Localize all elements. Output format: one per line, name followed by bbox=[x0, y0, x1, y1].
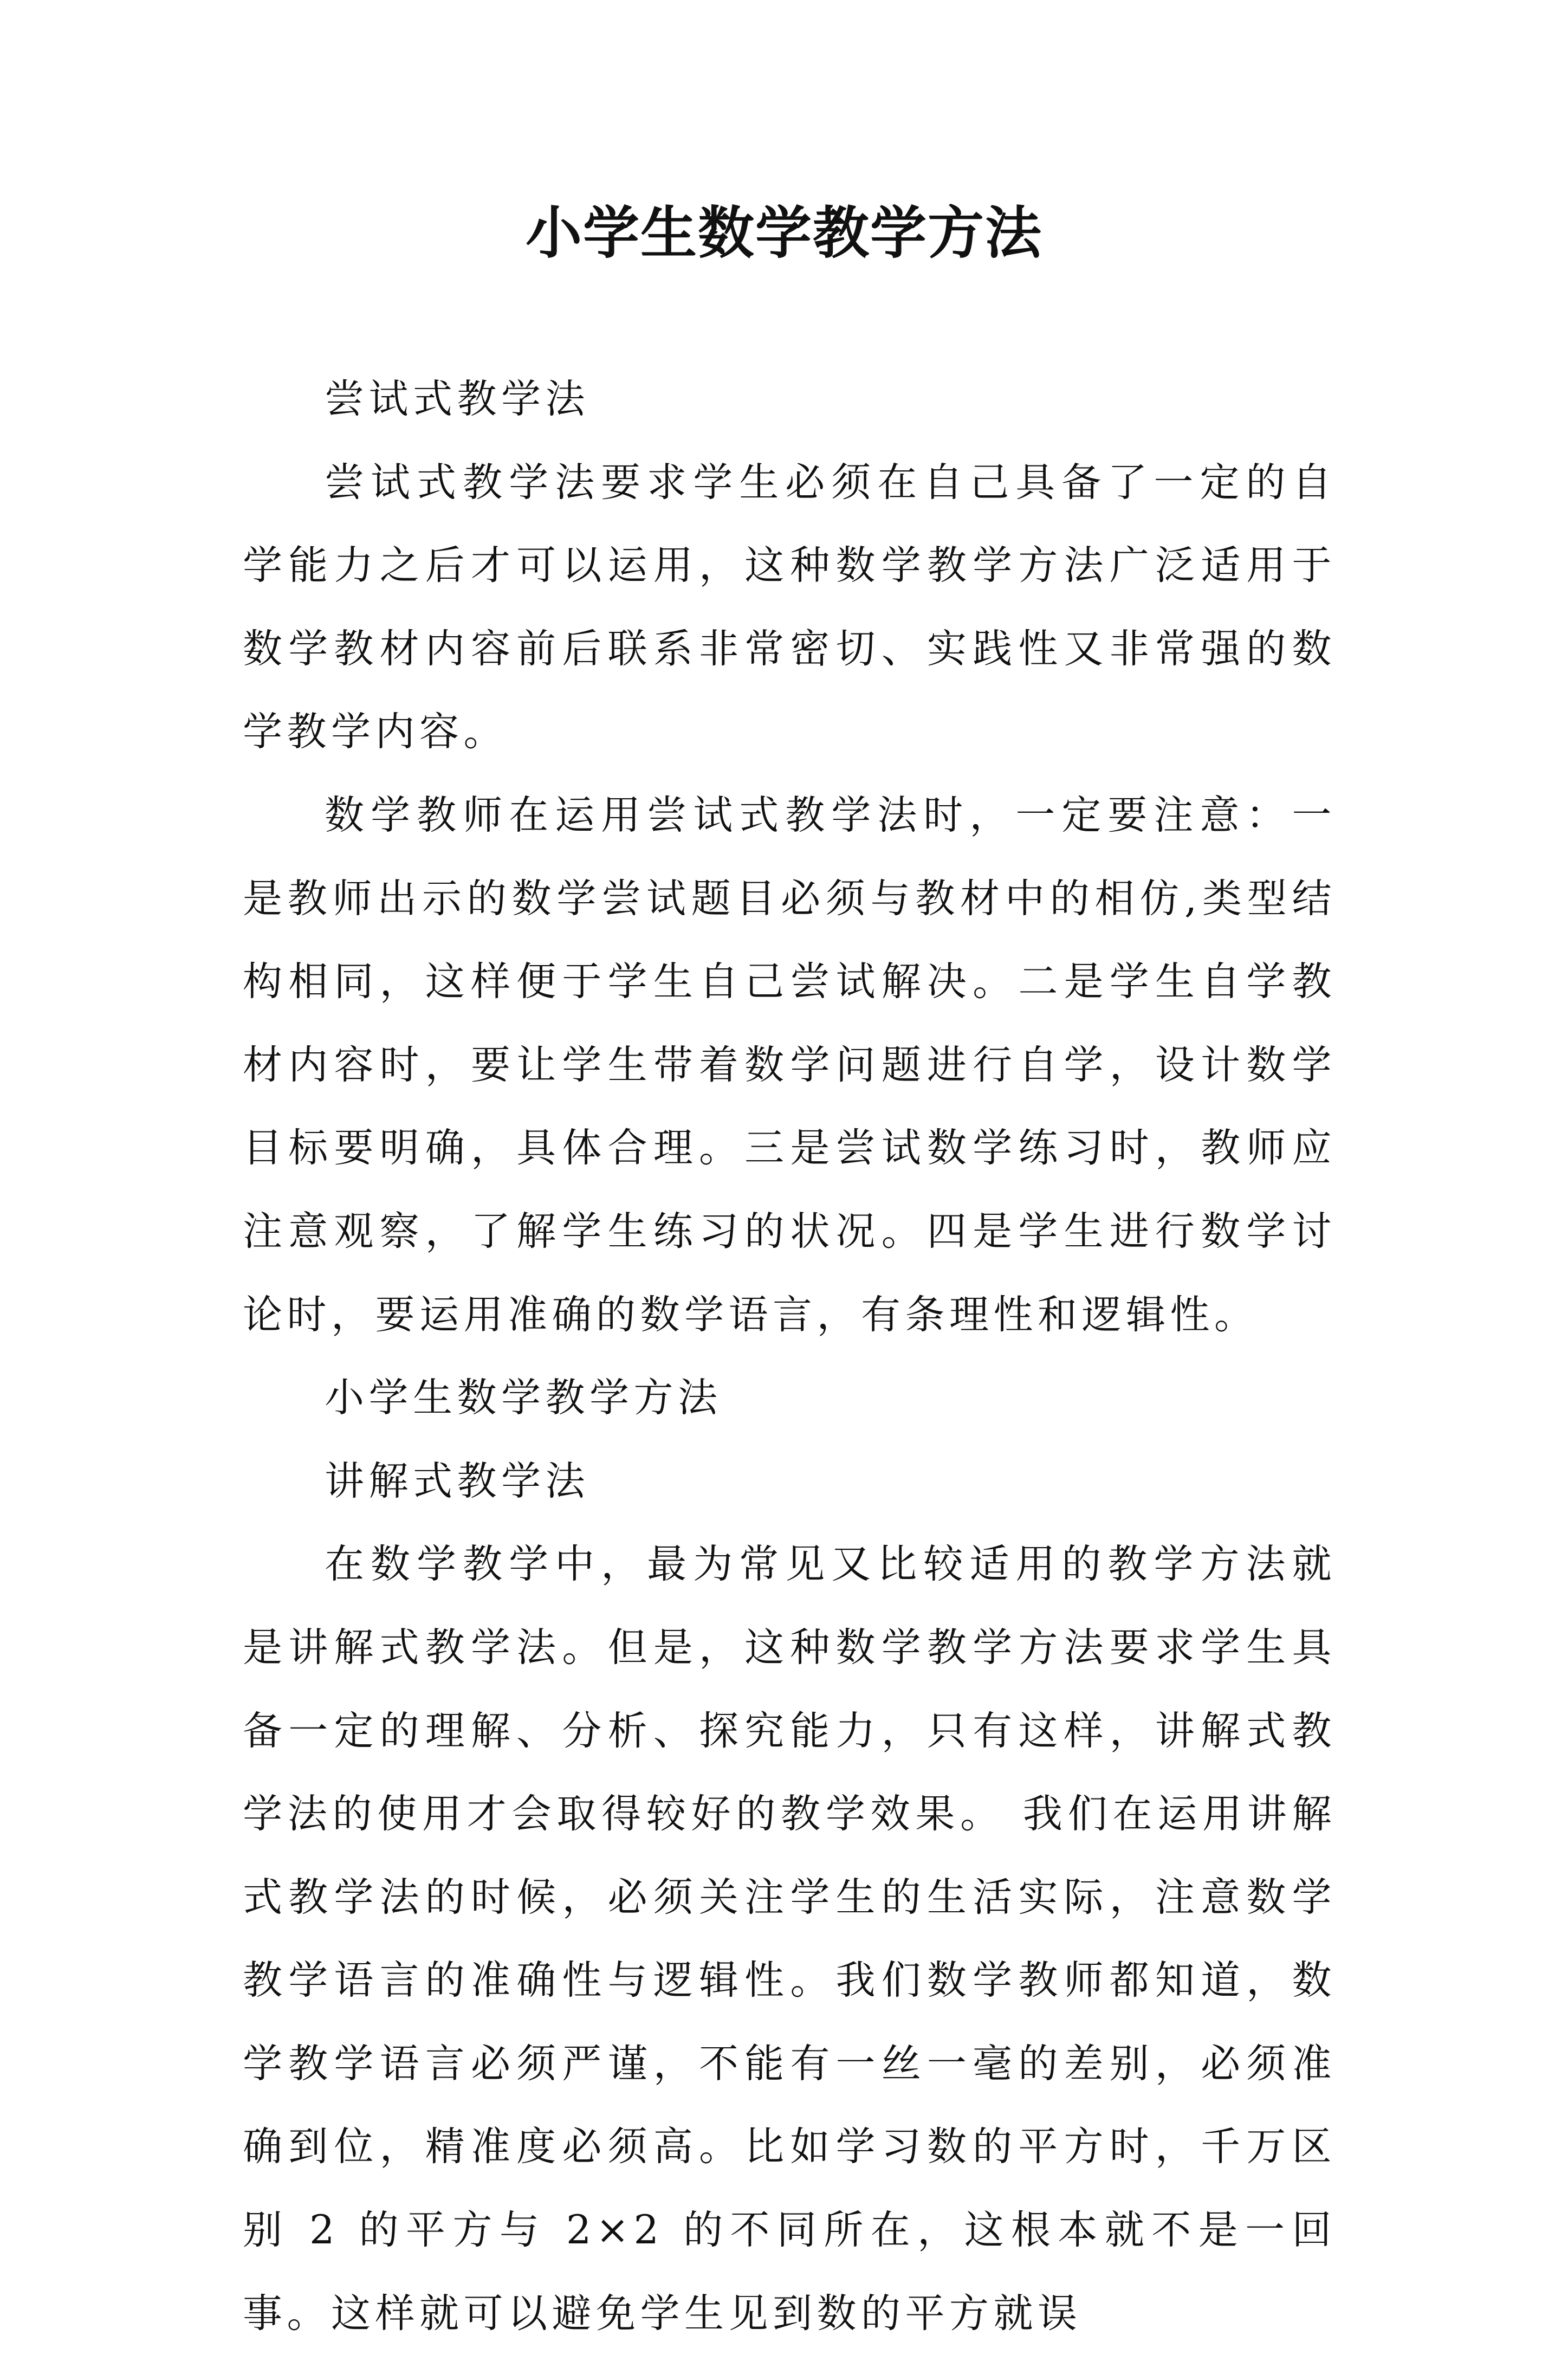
paragraph-lecture-method: 在数学教学中，最为常见又比较适用的教学方法就是讲解式教学法。但是，这种数学教学方法要求学生具备一定的理解、分析、探究能力，只有这样，讲解式教学法的使用才会取得较好的教学效果。 我们在运用讲解式教学法的时候，必须关注学生的生活实际，注意数学教学语言的准确性与逻辑性。我们数学教师都知道，数学教学语言必须严谨，不能有一丝一毫的差别，必须准确到位，精准度必须高。比如学习数的平方时，千万区别 2 的平方与 2×2 的不同所在，这根本就不是一回事。这样就可以避免学生见到数的平方就误 bbox=[243, 1541, 1336, 2337]
document-body bbox=[243, 358, 1336, 2355]
section-heading-repeat-title: 小学生数学教学方法 bbox=[325, 1375, 722, 1421]
paragraph-trial-method-notes: 数学教师在运用尝试式教学法时，一定要注意：一是教师出示的数学尝试题目必须与教材中的相仿,类型结构相同，这样便于学生自己尝试解决。二是学生自学教材内容时，要让学生带着数学问题进行自学，设计数学目标要明确，具体合理。三是尝试数学练习时，教师应注意观察，了解学生练习的状况。四是学生进行数学讨论时，要运用准确的数学语言，有条理性和逻辑性。 bbox=[243, 792, 1336, 1338]
document-title: 小学生数学教学方法 bbox=[525, 199, 1042, 266]
section-heading-trial-method: 尝试式教学法 bbox=[325, 376, 589, 422]
paragraph-trial-method-intro: 尝试式教学法要求学生必须在自己具备了一定的自学能力之后才可以运用，这种数学教学方法广泛适用于数学教材内容前后联系非常密切、实践性又非常强的数学教学内容。 bbox=[243, 459, 1336, 755]
section-heading-lecture-method: 讲解式教学法 bbox=[325, 1458, 589, 1504]
